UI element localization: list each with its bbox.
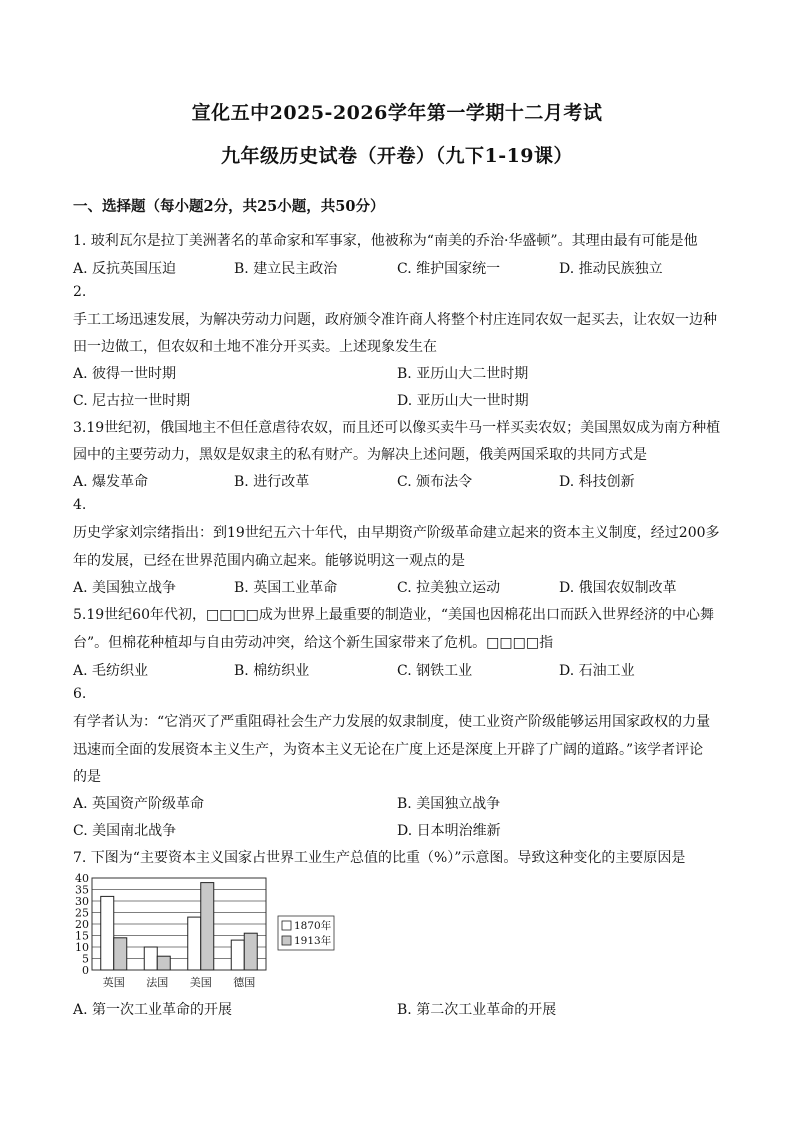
q1-option-d: D. 推动民族独立 bbox=[559, 261, 663, 277]
q1-option-c: C. 维护国家统一 bbox=[397, 261, 501, 277]
q3-option-a: A. 爆发革命 bbox=[73, 474, 149, 490]
x-tick-label: 法国 bbox=[146, 976, 169, 989]
q5-option-b: B. 棉纺织业 bbox=[234, 663, 310, 679]
bar-1870年-法国 bbox=[144, 947, 157, 970]
exam-subtitle: 九年级历史试卷（开卷）（九下1-19课） bbox=[220, 145, 574, 167]
chart-bars bbox=[101, 883, 258, 970]
q5-option-c: C. 钢铁工业 bbox=[397, 663, 473, 679]
y-tick-label: 25 bbox=[75, 906, 89, 920]
q6-option-c: C. 美国南北战争 bbox=[73, 823, 177, 839]
y-tick-label: 35 bbox=[75, 883, 89, 897]
q3-stem-line2: 园中的主要劳动力，黑奴是奴隶主的私有财产。为解决上述问题，俄美两国采取的共同方式是 bbox=[73, 447, 647, 463]
legend-swatch bbox=[282, 921, 291, 930]
q2-stem-line2: 田一边做工，但农奴和土地不准分开买卖。上述现象发生在 bbox=[73, 339, 437, 355]
q1-option-b: B. 建立民主政治 bbox=[234, 261, 338, 277]
q6-stem-line1: 有学者认为：“它消灭了严重阻碍社会生产力发展的奴隶制度，使工业资产阶级能够运用国家政权的力量 bbox=[73, 714, 711, 730]
q4-number: 4. bbox=[73, 497, 87, 513]
x-tick-label: 英国 bbox=[102, 976, 125, 989]
q5-option-a: A. 毛纺织业 bbox=[73, 663, 149, 679]
chart-y-ticks bbox=[75, 872, 89, 977]
legend-label: 1870年 bbox=[294, 920, 332, 932]
y-tick-label: 15 bbox=[75, 929, 89, 943]
q6-option-d: D. 日本明治维新 bbox=[397, 823, 501, 839]
legend-label: 1913年 bbox=[294, 935, 332, 947]
q7-stem: 7. 下图为“主要资本主义国家占世界工业生产总值的比重（%）”示意图。导致这种变化的主要原因是 bbox=[73, 850, 686, 866]
q5-stem-line1: 5.19世纪60年代初，□□□□成为世界上最重要的制造业，“美国也因棉花出口而跃入世界经济的中心舞 bbox=[73, 607, 715, 623]
section-heading: 一、选择题（每小题2分，共25小题，共50分） bbox=[73, 198, 385, 215]
chart-legend bbox=[278, 916, 334, 950]
q6-number: 6. bbox=[73, 686, 87, 702]
q2-option-b: B. 亚历山大二世时期 bbox=[397, 366, 529, 382]
q4-option-b: B. 英国工业革命 bbox=[234, 580, 338, 596]
bar-1870年-英国 bbox=[101, 896, 114, 970]
exam-title: 宣化五中2025-2026学年第一学期十二月考试 bbox=[191, 102, 603, 124]
q4-option-c: C. 拉美独立运动 bbox=[397, 580, 501, 596]
q3-option-b: B. 进行改革 bbox=[234, 474, 310, 490]
q5-option-d: D. 石油工业 bbox=[559, 663, 635, 679]
bar-1913年-英国 bbox=[114, 938, 127, 970]
chart-x-ticks bbox=[103, 975, 256, 989]
q6-option-b: B. 美国独立战争 bbox=[397, 796, 501, 812]
bar-1913年-德国 bbox=[244, 933, 257, 970]
x-tick-label: 美国 bbox=[189, 976, 212, 989]
q6-option-a: A. 英国资产阶级革命 bbox=[73, 796, 205, 812]
q3-option-c: C. 颁布法令 bbox=[397, 474, 473, 490]
q2-option-c: C. 尼古拉一世时期 bbox=[73, 393, 191, 409]
y-tick-label: 40 bbox=[75, 872, 89, 885]
y-tick-label: 0 bbox=[82, 964, 89, 977]
q6-stem-line2: 迅速而全面的发展资本主义生产，为资本主义无论在广度上还是深度上开辟了广阔的道路。”该学者评论 bbox=[73, 742, 704, 758]
q1-stem: 1. 玻利瓦尔是拉丁美洲著名的革命家和军事家，他被称为“南美的乔治·华盛顿”。其理由最有可能是他 bbox=[73, 233, 698, 249]
q4-option-a: A. 美国独立战争 bbox=[73, 580, 177, 596]
y-tick-label: 20 bbox=[75, 918, 89, 931]
bar-1870年-德国 bbox=[231, 940, 244, 970]
legend-swatch bbox=[282, 936, 291, 945]
q4-stem-line2: 年的发展，已经在世界范围内确立起来。能够说明这一观点的是 bbox=[73, 553, 465, 569]
q2-option-a: A. 彼得一世时期 bbox=[73, 366, 177, 382]
y-tick-label: 10 bbox=[75, 941, 89, 954]
bar-1870年-美国 bbox=[188, 917, 201, 970]
q4-option-d: D. 俄国农奴制改革 bbox=[559, 580, 677, 596]
q7-option-b: B. 第二次工业革命的开展 bbox=[397, 1002, 557, 1018]
x-tick-label: 德国 bbox=[233, 976, 256, 989]
bar-1913年-美国 bbox=[201, 883, 214, 970]
q1-option-a: A. 反抗英国压迫 bbox=[73, 261, 177, 277]
industrial-share-bar-chart bbox=[70, 870, 340, 992]
y-tick-label: 5 bbox=[82, 952, 89, 966]
q2-number: 2. bbox=[73, 284, 87, 300]
q5-stem-line2: 台”。但棉花种植却与自由劳动冲突，给这个新生国家带来了危机。□□□□指 bbox=[73, 635, 554, 651]
bar-1913年-法国 bbox=[157, 956, 170, 970]
q4-stem-line1: 历史学家刘宗绪指出：到19世纪五六十年代，由早期资产阶级革命建立起来的资本主义制度，经过200多 bbox=[73, 525, 720, 541]
q3-option-d: D. 科技创新 bbox=[559, 474, 635, 490]
q2-option-d: D. 亚历山大一世时期 bbox=[397, 393, 529, 409]
q2-stem-line1: 手工工场迅速发展，为解决劳动力问题，政府颁令准许商人将整个村庄连同农奴一起买去，让农奴一边种 bbox=[73, 312, 717, 328]
y-tick-label: 30 bbox=[75, 895, 89, 908]
q6-stem-line3: 的是 bbox=[73, 769, 101, 785]
q3-stem-line1: 3.19世纪初，俄国地主不但任意虐待农奴，而且还可以像买卖牛马一样买卖农奴；美国黑奴成为南方种植 bbox=[73, 420, 721, 436]
q7-option-a: A. 第一次工业革命的开展 bbox=[73, 1002, 233, 1018]
